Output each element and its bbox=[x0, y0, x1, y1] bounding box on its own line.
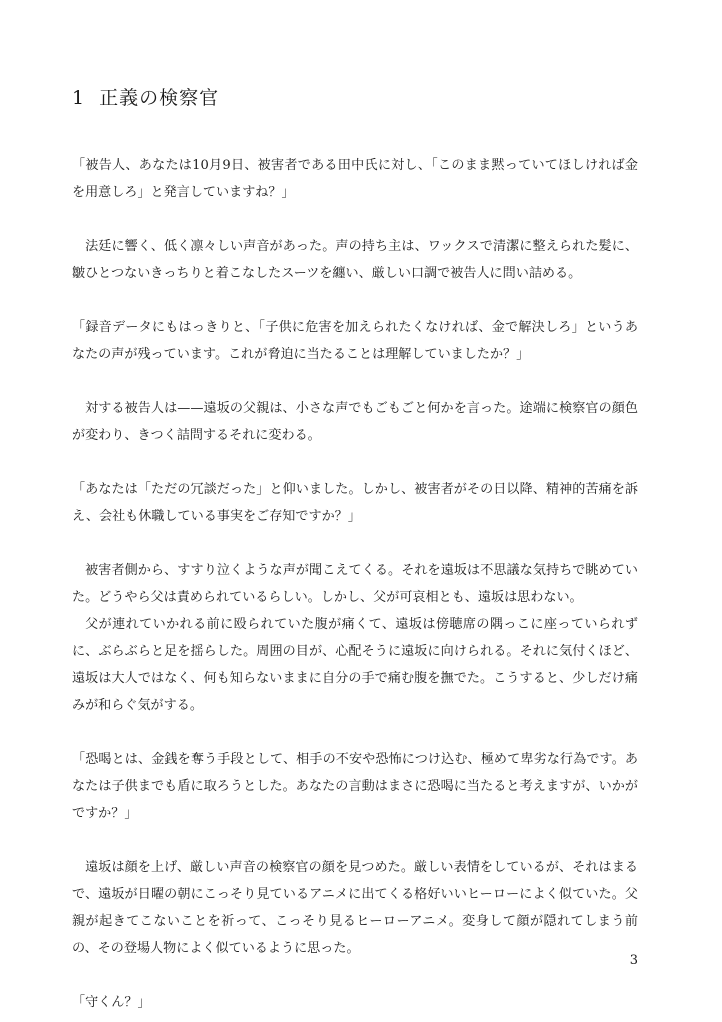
chapter-number: 1 bbox=[72, 87, 86, 109]
paragraph-spacer bbox=[72, 206, 638, 233]
dialogue-paragraph: 「恐喝とは、金銭を奪う手段として、相手の不安や恐怖につけ込む、極めて卑劣な行為です。あなたは子供までも盾に取ろうとした。あなたの言動はまさに恐喝に当たると考えますが、いかがですか？」 bbox=[72, 752, 638, 821]
narration-paragraph: 法廷に響く、低く凛々しい声音があった。声の持ち主は、ワックスで清潔に整えられた髪に、皺ひとつないきっちりと着こなしたスーツを纏い、厳しい口調で被告人に問い詰める。 bbox=[72, 239, 638, 281]
dialogue-paragraph: 「守くん？」 bbox=[72, 995, 151, 1010]
paragraph-spacer bbox=[72, 530, 638, 557]
paragraph-spacer bbox=[72, 368, 638, 395]
narration-paragraph: 被害者側から、すすり泣くような声が聞こえてくる。それを遠坂は不思議な気持ちで眺めていた。どうやら父は責められているらしい。しかし、父が可哀相とも、遠坂は思わない。 bbox=[72, 563, 638, 605]
paragraph-spacer bbox=[72, 719, 638, 746]
chapter-title bbox=[72, 86, 219, 110]
body-text bbox=[72, 152, 638, 1016]
document-page bbox=[72, 0, 638, 1022]
narration-paragraph: 父が連れていかれる前に殴られていた腹が痛くて、遠坂は傍聴席の隅っこに座っていられずに、ぶらぶらと足を揺らした。周囲の目が、心配そうに遠坂に向けられる。それに気付くほど、遠坂は大人ではなく、何も知らないままに自分の手で痛む腹を撫でた。こうすると、少しだけ痛みが和らぐ気がする。 bbox=[72, 617, 638, 713]
narration-paragraph: 対する被告人は——遠坂の父親は、小さな声でもごもごと何かを言った。途端に検察官の顔色が変わり、きつく詰問するそれに変わる。 bbox=[72, 401, 638, 443]
dialogue-paragraph: 「録音データにもはっきりと、「子供に危害を加えられたくなければ、金で解決しろ」というあなたの声が残っています。これが脅迫に当たることは理解していましたか？」 bbox=[72, 320, 638, 362]
paragraph-spacer bbox=[72, 827, 638, 854]
narration-paragraph: 遠坂は顔を上げ、厳しい声音の検察官の顔を見つめた。厳しい表情をしているが、それはまるで、遠坂が日曜の朝にこっそり見ているアニメに出てくる格好いいヒーローによく似ていた。父親が起きてこないことを祈って、こっそり見るヒーローアニメ。変身して顔が隠れてしまう前の、その登場人物によく似ているように思った。 bbox=[72, 860, 638, 956]
paragraph-spacer bbox=[72, 287, 638, 314]
dialogue-paragraph: 「あなたは「ただの冗談だった」と仰いました。しかし、被害者がその日以降、精神的苦痛を訴え、会社も休職している事実をご存知ですか？」 bbox=[72, 482, 638, 524]
paragraph-spacer bbox=[72, 449, 638, 476]
dialogue-paragraph: 「被告人、あなたは10月9日、被害者である田中氏に対し、「このまま黙っていてほしければ金を用意しろ」と発言していますね？」 bbox=[72, 158, 638, 200]
paragraph-spacer bbox=[72, 962, 638, 989]
chapter-title-text: 正義の検察官 bbox=[99, 87, 220, 109]
page-number: 3 bbox=[629, 953, 638, 968]
